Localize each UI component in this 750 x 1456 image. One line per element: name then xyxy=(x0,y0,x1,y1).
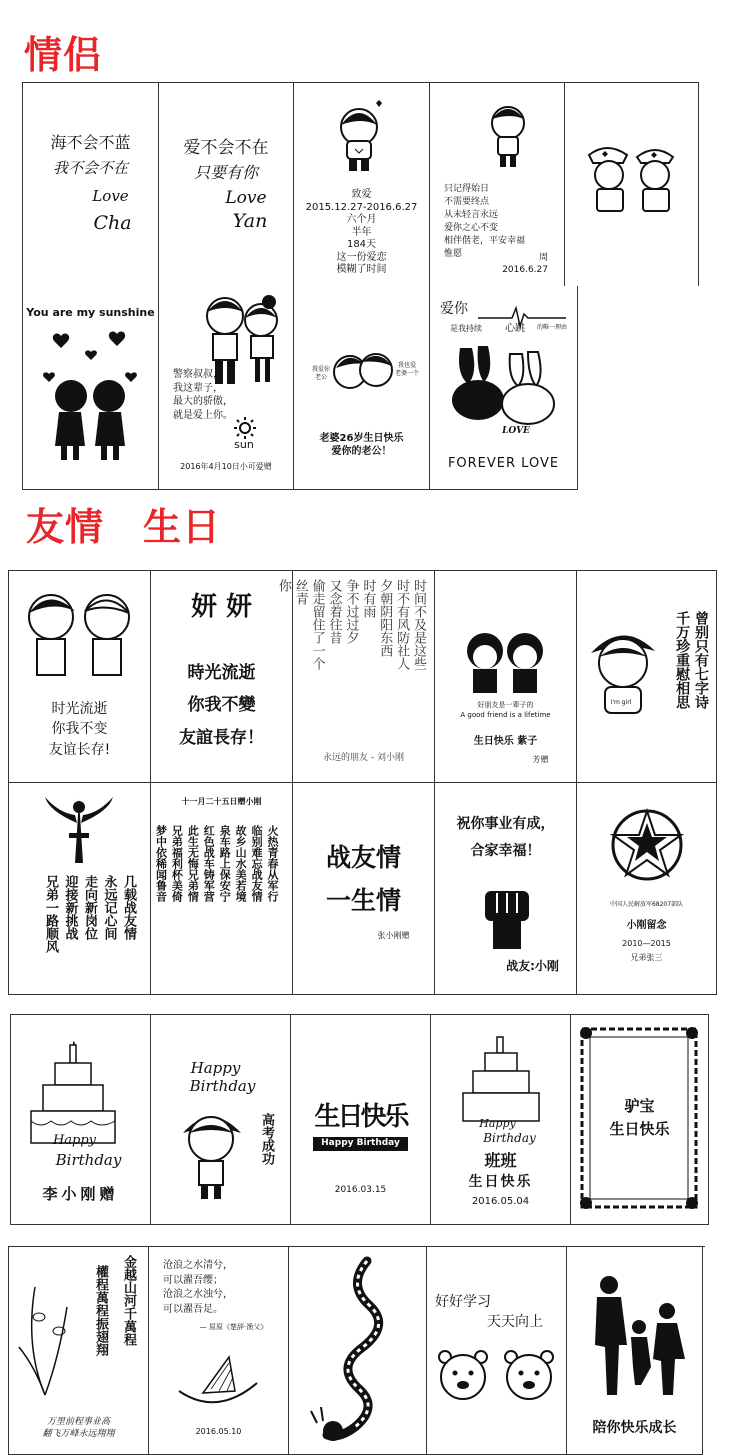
card-name: 小刚留念 xyxy=(626,920,667,931)
card-happy-birthday-big xyxy=(291,1015,431,1225)
card-text: 警察叔叔， 我这辈子， 最大的骄傲， 就是爱上你。 xyxy=(173,369,233,421)
card-date: 2016.05.04 xyxy=(471,1196,530,1207)
card-police-couple xyxy=(565,83,699,287)
card-line2: 只要有你 xyxy=(193,163,258,182)
card-text: 生日快乐 xyxy=(468,1174,533,1190)
card-date: 2016年4月10日小可爱赠 xyxy=(180,462,272,471)
card-lvbao xyxy=(571,1015,709,1225)
card-vert1: 金越山河千萬程 xyxy=(121,1255,136,1346)
caption2: A good friend is a lifetime xyxy=(460,711,551,719)
card-poem: 沧浪之水清兮， 可以濯吾缨； 沧浪之水浊兮， 可以濯吾足。 xyxy=(163,1260,233,1315)
card-sign: 永远的朋友 - 刘小刚 xyxy=(323,753,404,763)
cartoon-boy-icon xyxy=(480,95,540,175)
army-emblem-icon xyxy=(607,803,687,883)
bubble-right: 我也爱 老婆一个 xyxy=(394,362,419,377)
bears-icon xyxy=(431,1347,561,1407)
card-tag: I'm girl xyxy=(610,699,632,706)
card-date: 2016.6.27 xyxy=(502,265,548,275)
card-military-poem xyxy=(151,783,293,995)
friend-grid-row3 xyxy=(8,1246,705,1455)
card-remember-start xyxy=(430,83,565,287)
card-sign: 张小刚赠 xyxy=(377,931,410,940)
card-poem: 火热青春从军行 临别难忘战友情 故乡山水美若境 泉车路上保安宁 红色战车铸军营 此生无悔兄弟情 兄弟福利杯美倚 梦中依稀闻鲁音 xyxy=(154,825,279,902)
card-sign: 芳赠 xyxy=(532,755,549,764)
card-line2: 我不会不在 xyxy=(52,159,128,177)
card-date: 2016.05.10 xyxy=(195,1427,242,1436)
card-sign: 李小刚赠 xyxy=(42,1185,119,1203)
card-grow-up xyxy=(567,1247,703,1455)
card-sign2: Cha xyxy=(93,212,132,234)
cartoon-girls-icon xyxy=(455,627,555,697)
card-sunshine xyxy=(23,286,159,490)
card-vert: 高考成功 xyxy=(259,1113,274,1165)
winged-sword-icon xyxy=(39,793,119,873)
sun-label: sun xyxy=(234,438,254,451)
card-seven-word xyxy=(577,571,717,783)
card-sign1: Love xyxy=(92,187,129,205)
card-head: 十一月二十五日赠小刚 xyxy=(181,797,262,806)
card-text: 生日快乐 紫子 xyxy=(473,736,538,747)
cartoon-girl-icon xyxy=(177,1103,247,1203)
caption1: 好朋友是一辈子的 xyxy=(477,701,534,709)
card-good-friend xyxy=(435,571,577,783)
card-sign: 兄弟张三 xyxy=(630,953,663,962)
card-source: — 屈原《楚辞·渔父》 xyxy=(199,1323,268,1331)
card-text: 老婆26岁生日快乐 爱你的老公！ xyxy=(319,433,404,457)
friend-grid-row1 xyxy=(8,570,717,995)
bubble-left: 我爱你 老公 xyxy=(311,366,330,381)
cake-text2: Birthday xyxy=(483,1131,536,1145)
love-tag: LOVE xyxy=(502,426,530,436)
cartoon-boy-icon xyxy=(331,97,391,177)
card-banban xyxy=(431,1015,571,1225)
card-text: 祝你事业有成， 合家幸福！ xyxy=(456,816,555,859)
card-sign: 周 xyxy=(538,253,548,263)
card-police-uncle xyxy=(159,286,294,490)
cake-text1: Happy xyxy=(52,1133,97,1148)
card-text: 致爱 2015.12.27-2016.6.27 六个月 半年 184天 这一份爱恋 模糊了时间 xyxy=(305,189,418,275)
card-date: 2016.03.15 xyxy=(334,1185,387,1195)
police-couple-icon xyxy=(577,143,687,223)
card-cake-li xyxy=(11,1015,151,1225)
card-text: 时光流逝 你我不变 友谊长存! xyxy=(48,701,111,758)
kissing-couple-icon xyxy=(328,346,398,396)
card-text: 陪你快乐成长 xyxy=(592,1420,677,1436)
card-vert2: 權程萬程振翅翔 xyxy=(93,1265,108,1356)
card-name: 妍 妍 xyxy=(190,592,253,622)
orchid-icon xyxy=(15,1277,75,1397)
card-poem: 时间不及是这些 时不有风防社人 夕朝阴阳东西 时有雨 争不过过夕 又念着往昔 偷走留住了一个 丝青 你 xyxy=(275,579,426,670)
card-text: 驴宝 生日快乐 xyxy=(609,1097,670,1138)
card-text1: 好好学习 xyxy=(435,1294,491,1310)
card-footer: FOREVER LOVE xyxy=(447,456,560,471)
boat-icon xyxy=(173,1347,263,1417)
card-text: 战友情 一生情 xyxy=(325,843,401,915)
cartoon-friends-icon xyxy=(19,585,139,685)
card-text: 只记得始日 不需要终点 从未轻言永远 爱你之心不变 相伴偕老，平安幸福 惟愿 xyxy=(444,184,526,260)
card-love-always xyxy=(159,83,294,287)
friend-grid-row2 xyxy=(10,1014,709,1225)
sun-icon xyxy=(233,416,257,440)
card-unit: 中国人民解放军68207部队 xyxy=(609,901,684,908)
card-foot: 万里前程事业高 翻飞万峰永远翔翔 xyxy=(42,1417,115,1439)
card-line1: 海不会不蓝 xyxy=(50,133,131,152)
card-orchid xyxy=(9,1247,149,1455)
card-sign: 战友:小刚 xyxy=(506,959,559,973)
card-text: 時光流逝 你我不變 友誼長存！ xyxy=(179,663,264,748)
card-sea-not-blue xyxy=(23,83,159,287)
card-title: 爱你 xyxy=(440,301,468,317)
card-comrade xyxy=(293,783,435,995)
section-title-friend-birthday: 友情 生日 xyxy=(26,505,222,549)
card-sub3: 的唯一理由 xyxy=(536,324,567,331)
card-forever-love xyxy=(430,286,578,490)
card-title1: Happy xyxy=(190,1059,241,1077)
card-empty xyxy=(578,286,701,490)
card-sub1: 是我持续 xyxy=(450,324,482,333)
card-sign1: Love xyxy=(225,188,267,208)
cake-text2: Birthday xyxy=(55,1151,122,1169)
card-exam-success xyxy=(151,1015,291,1225)
card-army-emblem xyxy=(577,783,717,995)
couple-grid-row2 xyxy=(22,286,701,490)
card-zhiai xyxy=(294,83,430,287)
couple-grid-row1 xyxy=(22,82,699,287)
card-poem-friend xyxy=(275,571,435,783)
card-yanyan xyxy=(151,571,293,783)
card-name: 班班 xyxy=(484,1151,517,1170)
card-time-passes xyxy=(9,571,151,783)
card-title: You are my sunshine xyxy=(26,306,155,319)
card-banner: Happy Birthday xyxy=(313,1137,408,1151)
card-text2: 天天向上 xyxy=(487,1314,543,1330)
cake-text1: Happy xyxy=(479,1117,516,1130)
card-sign2: Yan xyxy=(232,210,268,232)
card-title2: Birthday xyxy=(189,1077,256,1095)
cartoon-girl-icon xyxy=(583,623,663,723)
card-dragon xyxy=(289,1247,427,1455)
card-study xyxy=(427,1247,567,1455)
fist-icon xyxy=(477,883,537,953)
dragon-icon xyxy=(307,1255,407,1445)
family-silhouette-icon xyxy=(579,1275,689,1415)
card-success xyxy=(435,783,577,995)
card-text: 曾别只有七字诗 千万珍重慰相思 xyxy=(674,611,709,709)
card-line1: 爱不会不在 xyxy=(183,138,269,158)
card-years: 2010—2015 xyxy=(622,939,671,948)
card-military-eagle xyxy=(9,783,151,995)
card-poem: 几载战友情 永远记心间 走向新岗位 迎接新挑战 兄弟一路顺风 xyxy=(43,875,136,953)
card-canglang xyxy=(149,1247,289,1455)
card-big: 生日快乐 xyxy=(314,1102,407,1132)
card-sub2: 心跳 xyxy=(505,323,525,334)
card-wife-birthday xyxy=(294,286,430,490)
section-title-couple: 情侣 xyxy=(24,33,103,77)
kissing-kids-icon xyxy=(31,326,151,466)
